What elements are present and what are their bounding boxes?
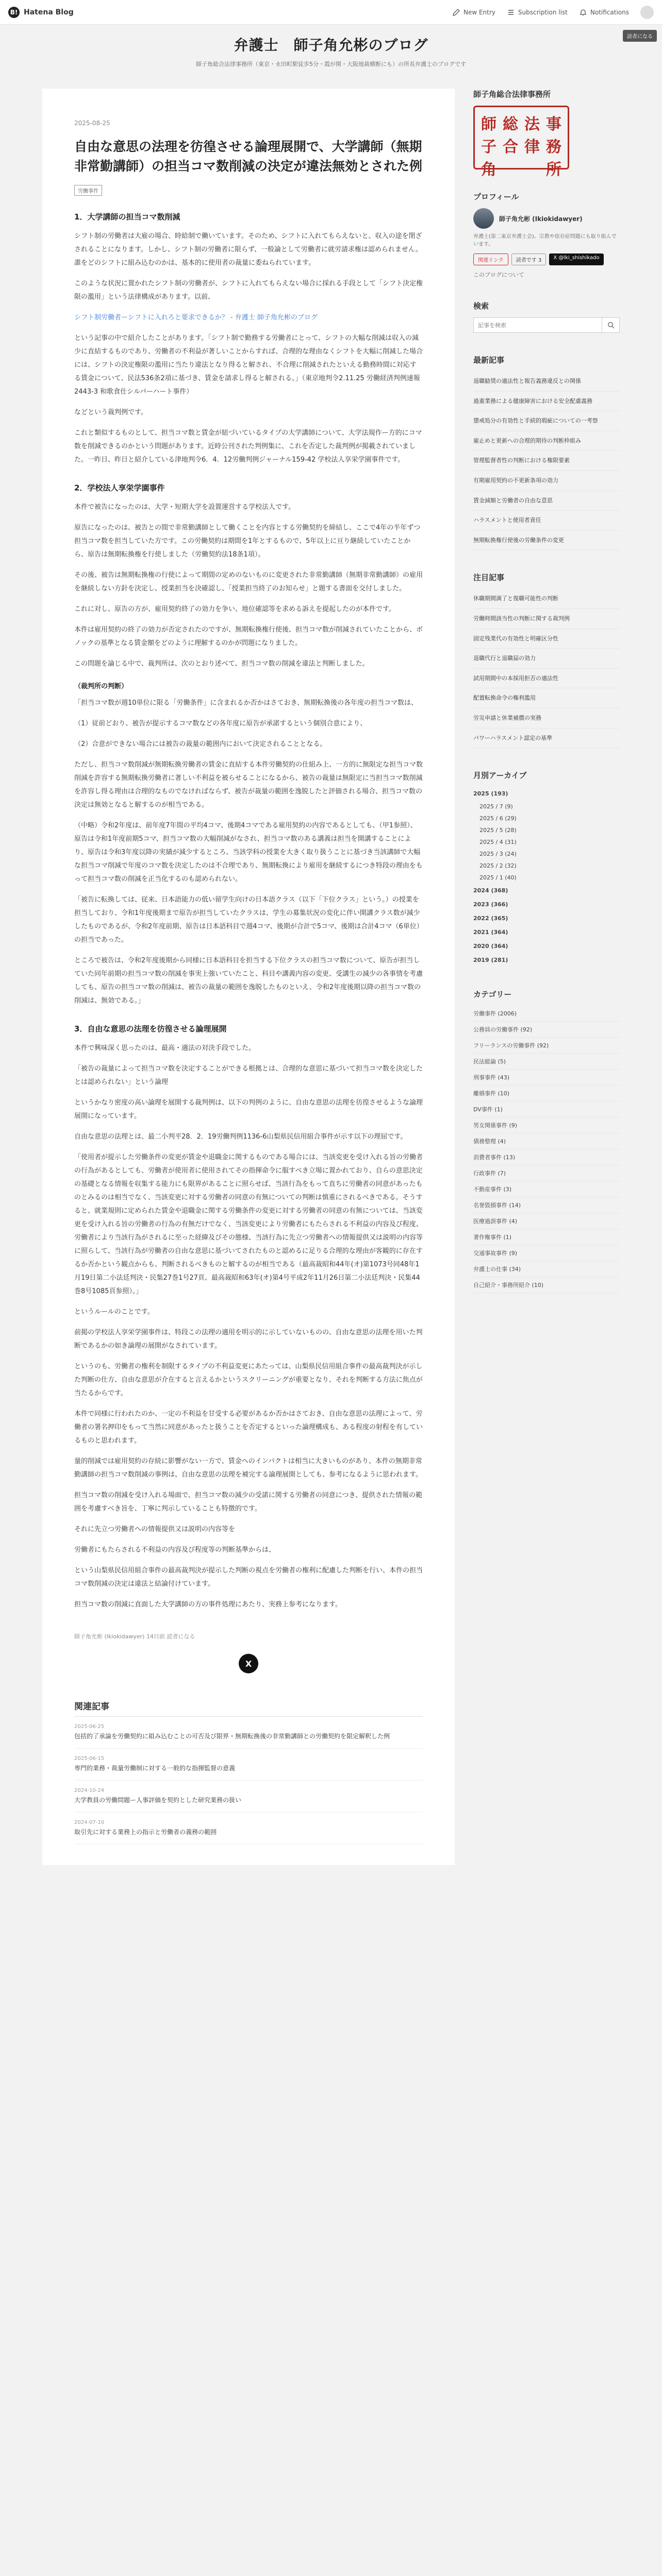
recent-section <box>473 354 620 550</box>
subscribe-pill-button[interactable]: 読者になる <box>623 30 657 42</box>
category-section <box>473 989 620 1293</box>
category-link[interactable]: 公務員の労働事件 (92) <box>473 1022 620 1038</box>
paragraph: 量的削減では雇用契約の存続に影響がない一方で、賃金へのインパクトは相当に大きいものがあり、本件の無期非常勤講師の担当コマ数削減の事例は、自由な意思の法理を補完する論理展開としても、参考になるように思われます。 <box>74 1458 422 1479</box>
category-heading: カテゴリー <box>473 990 512 999</box>
category-link[interactable]: 消費者事件 (13) <box>473 1149 620 1165</box>
archive-list <box>473 787 620 967</box>
profile-handle[interactable]: (Ikiokidawyer) <box>532 215 583 223</box>
profile-description: 弁護士(第二東京弁護士会)。宗教や依存症問題にも取り組んでいます。 <box>473 234 617 247</box>
recent-entry-link[interactable]: 雇止めと更新への合理的期待の判断枠組み <box>473 431 620 451</box>
recent-entry-link[interactable]: 賃金減額と労働者の自由な意思 <box>473 491 620 511</box>
archive-month[interactable]: 2025 / 5 (28) <box>479 827 517 834</box>
related-date: 2024-07-10 <box>74 1820 105 1825</box>
category-link[interactable]: フリーランスの労働事件 (92) <box>473 1038 620 1054</box>
related-item[interactable] <box>74 1812 423 1844</box>
office-heading: 師子角総合法律事務所 <box>473 90 551 99</box>
attention-entry-link[interactable]: 労働時間該当性の判断に関する裁判例 <box>473 609 620 629</box>
paragraph: というルールのことです。 <box>74 1308 154 1316</box>
category-link[interactable]: 男女関係事件 (9) <box>473 1117 620 1133</box>
attention-entry-link[interactable]: 休職期間満了と復職可能性の判断 <box>473 589 620 609</box>
category-link[interactable]: 民法総論 (5) <box>473 1054 620 1070</box>
related-title[interactable]: 大学教員の労働問題ー人事評価を契約とした研究業務の扱い <box>74 1797 242 1804</box>
category-link[interactable]: 労働事件 (2006) <box>473 1006 620 1022</box>
related-title[interactable]: 専門的業務・裁量労働制に対する一般的な指揮監督の意義 <box>74 1765 236 1772</box>
category-link[interactable]: 不動産事件 (3) <box>473 1181 620 1197</box>
related-title[interactable]: 包括的了承論を労働契約に組み込むことの可否及び限界・無期転換後の非常勤講師との労働契約を限定解釈した例 <box>74 1733 390 1740</box>
related-item[interactable] <box>74 1717 423 1749</box>
category-link[interactable]: 行政事件 (7) <box>473 1165 620 1181</box>
archive-year[interactable]: 2020 (364) <box>473 943 508 950</box>
entry-main <box>42 89 455 1865</box>
related-date: 2025-06-15 <box>74 1756 105 1761</box>
archive-month[interactable]: 2025 / 2 (32) <box>479 862 517 870</box>
notifications-button[interactable] <box>579 8 629 16</box>
category-link[interactable]: 著作権事件 (1) <box>473 1229 620 1245</box>
recent-entry-link[interactable]: 過重業務による健康障害における安全配慮義務 <box>473 392 620 412</box>
section-heading: 2．学校法人享栄学園事件 <box>74 483 165 493</box>
attention-entry-link[interactable]: 配置転換命令の権利濫用 <box>473 688 620 708</box>
office-section <box>473 89 620 179</box>
pencil-icon <box>452 8 460 16</box>
x-share-icon[interactable]: X <box>239 1654 258 1673</box>
entry-category-tag[interactable]: 労働事件 <box>74 185 102 196</box>
office-seal-logo[interactable] <box>473 106 569 179</box>
attention-entry-link[interactable]: 退職代行と退職届の効力 <box>473 649 620 669</box>
seal-char: 合 <box>503 138 518 156</box>
list-icon <box>507 8 515 16</box>
category-link[interactable]: 自己紹介・事務所紹介 (10) <box>473 1277 620 1293</box>
paragraph: という記事の中で紹介したことがあります。「シフト制で勤務する労働者にとって、シフトの大幅な削減は収入の減少に直結するものであり、労働者の不利益が著しいことからすれば、合理的な理由なくシフトを大幅に削減した場合には、シフトの決定権限の濫用に当たり違法となり得ると解され、不合理に削減されたといえる勤務時間に対応する賃金について、民法536条2項に基づき、賃金を請求し得ると解される。」（東京地判令2.11.25 労働経済判例速報2443-3 和歌食仕シルバーハート事件） <box>74 334 423 396</box>
archive-year[interactable]: 2023 (366) <box>473 901 508 908</box>
attention-entry-link[interactable]: 試用期間中の本採用拒否の適法性 <box>473 669 620 689</box>
archive-year[interactable]: 2025 (193) <box>473 790 508 798</box>
paragraph: 自由な意思の法理とは、最二小判平28．2．19労働判例1136-6山梨県民信用組合事件が示す以下の理屈です。 <box>74 1133 407 1141</box>
seal-char: 律 <box>524 138 540 156</box>
profile-avatar[interactable] <box>473 208 494 229</box>
profile-name[interactable]: 師子角允彬 <box>499 215 531 223</box>
search-heading: 検索 <box>473 301 489 311</box>
attention-heading: 注目記事 <box>473 573 505 583</box>
recent-entry-link[interactable]: 管理監督者性の判断における権限要素 <box>473 451 620 471</box>
x-follow-badge[interactable]: X @lki_shishikado <box>549 253 603 265</box>
paragraph: 本件で同様に行われたのか、一定の不利益を甘受する必要があるか否かはさておき、自由な意思の法理によって、労働者の署名押印をもって当然に同意があったと扱うことを否定するといった論理構成も、ある程度の射程を有しているものと思われます。 <box>74 1410 423 1445</box>
profile-heading: プロフィール <box>473 192 519 201</box>
archive-heading: 月別アーカイブ <box>473 771 527 781</box>
recent-list <box>473 371 620 550</box>
paragraph: 「使用者が提示した労働条件の変更が賃金や退職金に関するものである場合には、当該変更を受け入れる旨の労働者の行為があるとしても、労働者が使用者に使用されてその指揮命令に服すべき立場に置かれており、自らの意思決定の基礎となる情報を収集する能力にも限界があることに照らせば、当該行為をもって直ちに労働者の同意があったものとみるのは相当でなく、当該変更に対する労働者の同意の有無についての判断は慎重にされるべきである。そうすると、就業規則に定められた賃金や退職金に関する労働条件の変更に対する労働者の同意の有無については、当該変更を受け入れる旨の労働者の行為の有無だけでなく、当該変更により労働者にもたらされる不利益の内容及び程度、労働者により当該行為がされるに至った経緯及びその態様、当該行為に先立つ労働者への情報提供又は説明の内容等に照らして、当該行為が労働者の自由な意思に基づいてされたものと認めるに足りる合理的な理由が客観的に存在するか否かという観点からも、判断されるべきものと解するのが相当である（最高裁昭和44年(オ)第1073号同48年1月19日第二小法廷判決・民集27巻1号27頁、最高裁昭和63年(オ)第4号平成2年11月26日第二小法廷判決・民集44巻8号1085頁参照）。」 <box>74 1154 423 1295</box>
paragraph: （2）合意ができない場合には被告の裁量の範囲内において決定されることとなる。 <box>74 740 327 748</box>
seal-char: 角 <box>481 161 496 179</box>
paragraph: これに対し、原告の方が、雇用契約終了の効力を争い、地位確認等を求める訴えを提起したのが本件です。 <box>74 605 395 613</box>
attention-entry-link[interactable]: 固定残業代の有効性と明確区分性 <box>473 629 620 649</box>
archive-year[interactable]: 2021 (364) <box>473 929 508 936</box>
category-link[interactable]: 債務整理 (4) <box>473 1133 620 1149</box>
archive-month[interactable]: 2025 / 1 (40) <box>479 874 517 882</box>
archive-year[interactable]: 2022 (365) <box>473 915 508 922</box>
attention-entry-link[interactable]: 労災申請と休業補償の実務 <box>473 708 620 728</box>
blog-header <box>0 25 662 73</box>
paragraph: 本件で被告になったのは、大学・短期大学を設置運営する学校法人です。 <box>74 503 295 511</box>
attention-entry-link[interactable]: パワーハラスメント認定の基準 <box>473 728 620 749</box>
related-date: 2024-10-24 <box>74 1788 105 1793</box>
share-buttons <box>74 1654 423 1673</box>
related-item[interactable] <box>74 1781 423 1812</box>
category-link[interactable]: DV事件 (1) <box>473 1101 620 1117</box>
attention-list <box>473 589 620 748</box>
category-link[interactable]: 刑事事件 (43) <box>473 1070 620 1086</box>
about-blog-link[interactable]: このブログについて <box>473 272 524 278</box>
paragraph: その後、被告は無期転換権の行使によって期間の定めのないものに変更された非常勤講師（無期非常勤講師）の雇用を継続しない方針を決定し、授業担当を決確認し、「授業担当終了のお知らせ」と題する書面を交付しました。 <box>74 571 423 592</box>
sub-heading: （裁判所の判断） <box>74 683 128 690</box>
archive-section <box>473 770 620 967</box>
archive-month[interactable]: 2025 / 7 (9) <box>479 803 513 810</box>
paragraph: 「被告に転換しては、従来、日本語能力の低い留学生向けの日本語クラス（以下「下位クラス」という。）の授業を担当しており、令和1年度後期まで原告が担当していたクラスは、学生の募集状況の変化に伴い開講クラス数が減少したものであるが、令和2年度前期、原告は日本語科目で週4コマ、後期が合計で5コマ、後期は合計4コマ（6単位）の担当であった。 <box>74 896 420 944</box>
archive-year[interactable]: 2019 (281) <box>473 957 508 964</box>
archive-month[interactable]: 2025 / 3 (24) <box>479 851 517 858</box>
paragraph: 担当コマ数の削減に直面した大学講師の方の事件処理にあたり、実務上参考になります。 <box>74 1601 342 1608</box>
entry-body <box>74 209 423 1612</box>
paragraph: このような状況に置かれたシフト制の労働者が、シフトに入れてもらえない場合に採れる手段として「シフト決定権限の濫用」という法律構成があります。以前、 <box>74 280 423 301</box>
sidebar <box>473 89 620 1865</box>
archive-year[interactable]: 2024 (368) <box>473 887 508 894</box>
paragraph: 原告になったのは、被告との間で非常勤講師として働くことを内容とする労働契約を締結し、ここで4年の半年ずつ担当コマ数を担当していた方です。この労働契約は期間を1年とするもので、5年以上に亘り継続していたことから、原告は無期転換権を行使しました（労働契約法18条1項）。 <box>74 524 421 558</box>
seal-char: 事 <box>546 115 561 133</box>
paragraph: というかなり密度の高い論理を展開する裁判例は、以下の判例のように、自由な意思の法理を彷徨させるような論理展開になっています。 <box>74 1099 423 1120</box>
paragraph: 「担当コマ数が週10単位に限る「労働条件」に含まれるか否かはさておき、無期転換後の各年度の担当コマ数は、 <box>74 699 418 707</box>
paragraph: などという裁判例です。 <box>74 409 147 416</box>
paragraph: それに先立つ労働者への情報提供又は説明の内容等を <box>74 1526 236 1533</box>
hatena-logo[interactable] <box>8 7 74 18</box>
paragraph: 労働者にもたらされる不利益の内容及び程度等の判断基準からは、 <box>74 1546 276 1554</box>
related-item[interactable] <box>74 1749 423 1781</box>
seal-char: 子 <box>481 138 496 156</box>
attention-section <box>473 572 620 748</box>
category-link[interactable]: 名誉毀損事件 (14) <box>473 1197 620 1213</box>
profile-row <box>473 208 620 229</box>
related-heading: 関連記事 <box>74 1699 423 1717</box>
hatena-brand-label: Hatena Blog <box>24 8 74 16</box>
paragraph: 前掲の学校法人享栄学園事件は、特段この法理の適用を明示的に示していないものの、自由な意思の法理を用いた判断であるかの如き論理の展開がなされています。 <box>74 1329 423 1350</box>
paragraph: というのも、労働者の権利を制限するタイプの不利益変更にあたっては、山梨県民信用組合事件の最高裁判決が示した判断の仕方、自由な意思が介在すると言えるかというスクリーニングが重要となり、それを判断する方法に焦点が当たるからです。 <box>74 1363 423 1397</box>
search-section <box>473 300 620 333</box>
new-entry-button[interactable] <box>452 8 495 16</box>
seal-char: 所 <box>546 161 561 179</box>
search-button[interactable] <box>602 317 620 333</box>
user-avatar[interactable] <box>640 6 654 19</box>
recent-entry-link[interactable]: 懲戒処分の有効性と手続的瑕疵についての一考察 <box>473 411 620 431</box>
recent-heading: 最新記事 <box>473 355 505 365</box>
section-heading: 3．自由な意思の法理を彷徨させる論理展開 <box>74 1024 227 1033</box>
archive-month[interactable]: 2025 / 6 (29) <box>479 815 517 822</box>
paragraph: （中略）令和2年度は、前年度7年間の平均4コマ、後期4コマである雇用契約の内容であるとしても、（甲1参照）、原告は令和1年度前期5コマ、担当コマ数の大幅削減がなされ、担当コマ数のある講義は担当を開講することにより、原告は令和3年度以降の実績が減少するところ、当該学科の授業を大きく取り扱うことに基づき当該講師で大幅な担当コマ削減で年度のコマ数を決定したのは不合理であり、無期転換により雇用を継続するにつき特段の理由をもって担当コマ数の削減を正当化するのも認められない。 <box>74 822 423 883</box>
seal-char: 務 <box>546 138 561 156</box>
recent-entry-link[interactable]: 無期転換権行使後の労働条件の変更 <box>473 531 620 551</box>
entry-time[interactable]: 14日前 <box>146 1633 165 1640</box>
paragraph: 担当コマ数の削減を受け入れる場面で、担当コマ数の減少の受諾に関する労働者の同意につき、提供された情報の範囲を考慮すべき旨を、丁寧に判示していることも特徴的です。 <box>74 1492 422 1513</box>
search-box <box>473 317 620 333</box>
seal-char: 師 <box>481 115 496 133</box>
entry-date[interactable]: 2025-08-25 <box>74 120 110 127</box>
entry-title[interactable]: 自由な意思の法理を彷徨させる論理展開で、大学講師（無期非常勤講師）の担当コマ数削減の決定が違法無効とされた例 <box>74 139 423 174</box>
subscription-label: Subscription list <box>518 8 568 16</box>
search-icon <box>607 321 615 329</box>
related-date: 2025-06-25 <box>74 1724 105 1730</box>
notifications-label: Notifications <box>590 8 629 16</box>
archive-month[interactable]: 2025 / 4 (31) <box>479 839 517 846</box>
category-link[interactable]: 弁護士の仕事 (34) <box>473 1261 620 1277</box>
category-link[interactable]: 交通事故事件 (9) <box>473 1245 620 1261</box>
category-link[interactable]: 医療過誤事件 (4) <box>473 1213 620 1229</box>
paragraph: 「被告の裁量によって担当コマ数を決定することができる根拠とは、合理的な意思に基づいて担当コマ数を決定したとは認められない」という論理 <box>74 1065 423 1086</box>
related-list <box>74 1717 423 1844</box>
global-header <box>0 0 662 40</box>
paragraph: という山梨県民信用組合事件の最高裁判決が提示した判断の視点を労働者の権利に配慮した判断を行い、本件の担当コマ数削減の決定は違法と結論付けています。 <box>74 1567 423 1588</box>
category-list <box>473 1006 620 1293</box>
paragraph: ところで被告は、令和2年度後期から同様に日本語科目を担当する下位クラスの担当コマ数について、原告が担当していた同年前期の担当コマ数の削減を事実上強いていたこと、科目や講義内容の変更、受講生の減少の各事情を考慮しても、原告の担当コマ数の削減は、被告の裁量の範囲を逸脱したものといえ、令和2年度後期以降の担当コマ数の削減は、無効である。」 <box>74 957 423 1005</box>
entry-read-link[interactable]: 読者になる <box>167 1633 195 1640</box>
recent-entry-link[interactable]: 有期雇用契約の不更新条項の効力 <box>473 471 620 491</box>
entry-author[interactable]: 師子角允彬 (Ikiokidawyer) <box>74 1633 145 1640</box>
bell-icon <box>579 8 587 16</box>
blog-card-link[interactable]: シフト制労働者ーシフトに入れろと要求できるか？ - 弁護士 師子角允彬のブログ <box>74 314 318 321</box>
paragraph: この問題を論じる中で、裁判所は、次のとおり述べて、担当コマ数の削減を違法と判断しました。 <box>74 660 369 668</box>
paragraph: 本件は雇用契約の終了の効力が否定されたのですが、無期転換権行使後、担当コマ数が削減されていたことから、ボノックの基準となる賃金額をどのように理解するのかが問題になりました。 <box>74 626 423 647</box>
recent-entry-link[interactable]: 退職勧奨の適法性と報告義務違反との関係 <box>473 371 620 392</box>
new-entry-label: New Entry <box>463 8 495 16</box>
paragraph: ただし、担当コマ数削減が無期転換労働者の賃金に直結する本件労働契約の仕組み上、一方的に無限定な担当コマ数削減を許容する無期転換労働者に著しい不利益を被らせることになるから、被告の裁量は無限定に当担当コマ数削減を許容し得る理由は合理的なものでなければならず、被告が裁量の範囲を逸脱したと評価される場合、担当コマ数の決定は無効となると解するのが相当である。 <box>74 761 423 809</box>
seal-char: 総 <box>503 115 518 133</box>
profile-section <box>473 191 620 279</box>
paragraph: これと類似するものとして、担当コマ数と賃金が紐づいているタイプの大学講師について、大学法規作ー方的にコマ数を削減できるのかという問題があります。近時公刊された判例集に、これを否定した裁判例が掲載されていました。一昨日、昨日と紹介している津地判令6．4．12労働判例ジャーナル159-42 学校法人享栄学園事件です。 <box>74 429 422 464</box>
profile-badges <box>473 253 620 265</box>
content-container <box>42 89 620 1865</box>
related-links-badge[interactable]: 関連リンク <box>473 253 508 265</box>
search-input[interactable] <box>473 317 602 333</box>
blog-description: 師子角総合法律事務所（東京・永田町駅徒歩5分・霞が関・大阪地裁横断にも）の所長弁護士のブログです <box>196 61 466 67</box>
entry-footer <box>74 1632 423 1640</box>
readers-badge[interactable]: 読者です 3 <box>511 253 547 265</box>
recent-entry-link[interactable]: ハラスメントと使用者責任 <box>473 511 620 531</box>
paragraph: 本件で興味深く思ったのは、最高・適法の対決手段でした。 <box>74 1044 256 1052</box>
paragraph: （1）従前どおり、被告が提示するコマ数などの各年度に原告が承諾するという個別合意により、 <box>74 720 367 727</box>
seal-char: 法 <box>524 115 540 133</box>
section-heading: 1．大学講師の担当コマ数削減 <box>74 212 180 222</box>
category-link[interactable]: 離婚事件 (10) <box>473 1086 620 1101</box>
paragraph: シフト制の労働者は大雇の場合、時給制で働いています。そのため、シフトに入れてもらえないと、収入の途を閉ざされることになります。しかし、シフト制の労働者に限らず、一般論として労働者に就労請求権は認められません。誰をどのシフトに組み込むのかは、基本的に使用者の裁量に委ねられています。 <box>74 232 422 267</box>
header-nav <box>452 6 654 19</box>
subscription-button[interactable] <box>507 8 568 16</box>
blog-title[interactable]: 弁護士 師子角允彬のブログ <box>234 37 428 54</box>
related-title[interactable]: 取引先に対する業務上の指示と労働者の義務の範囲 <box>74 1828 217 1836</box>
hatena-logo-icon: B! <box>8 7 20 18</box>
